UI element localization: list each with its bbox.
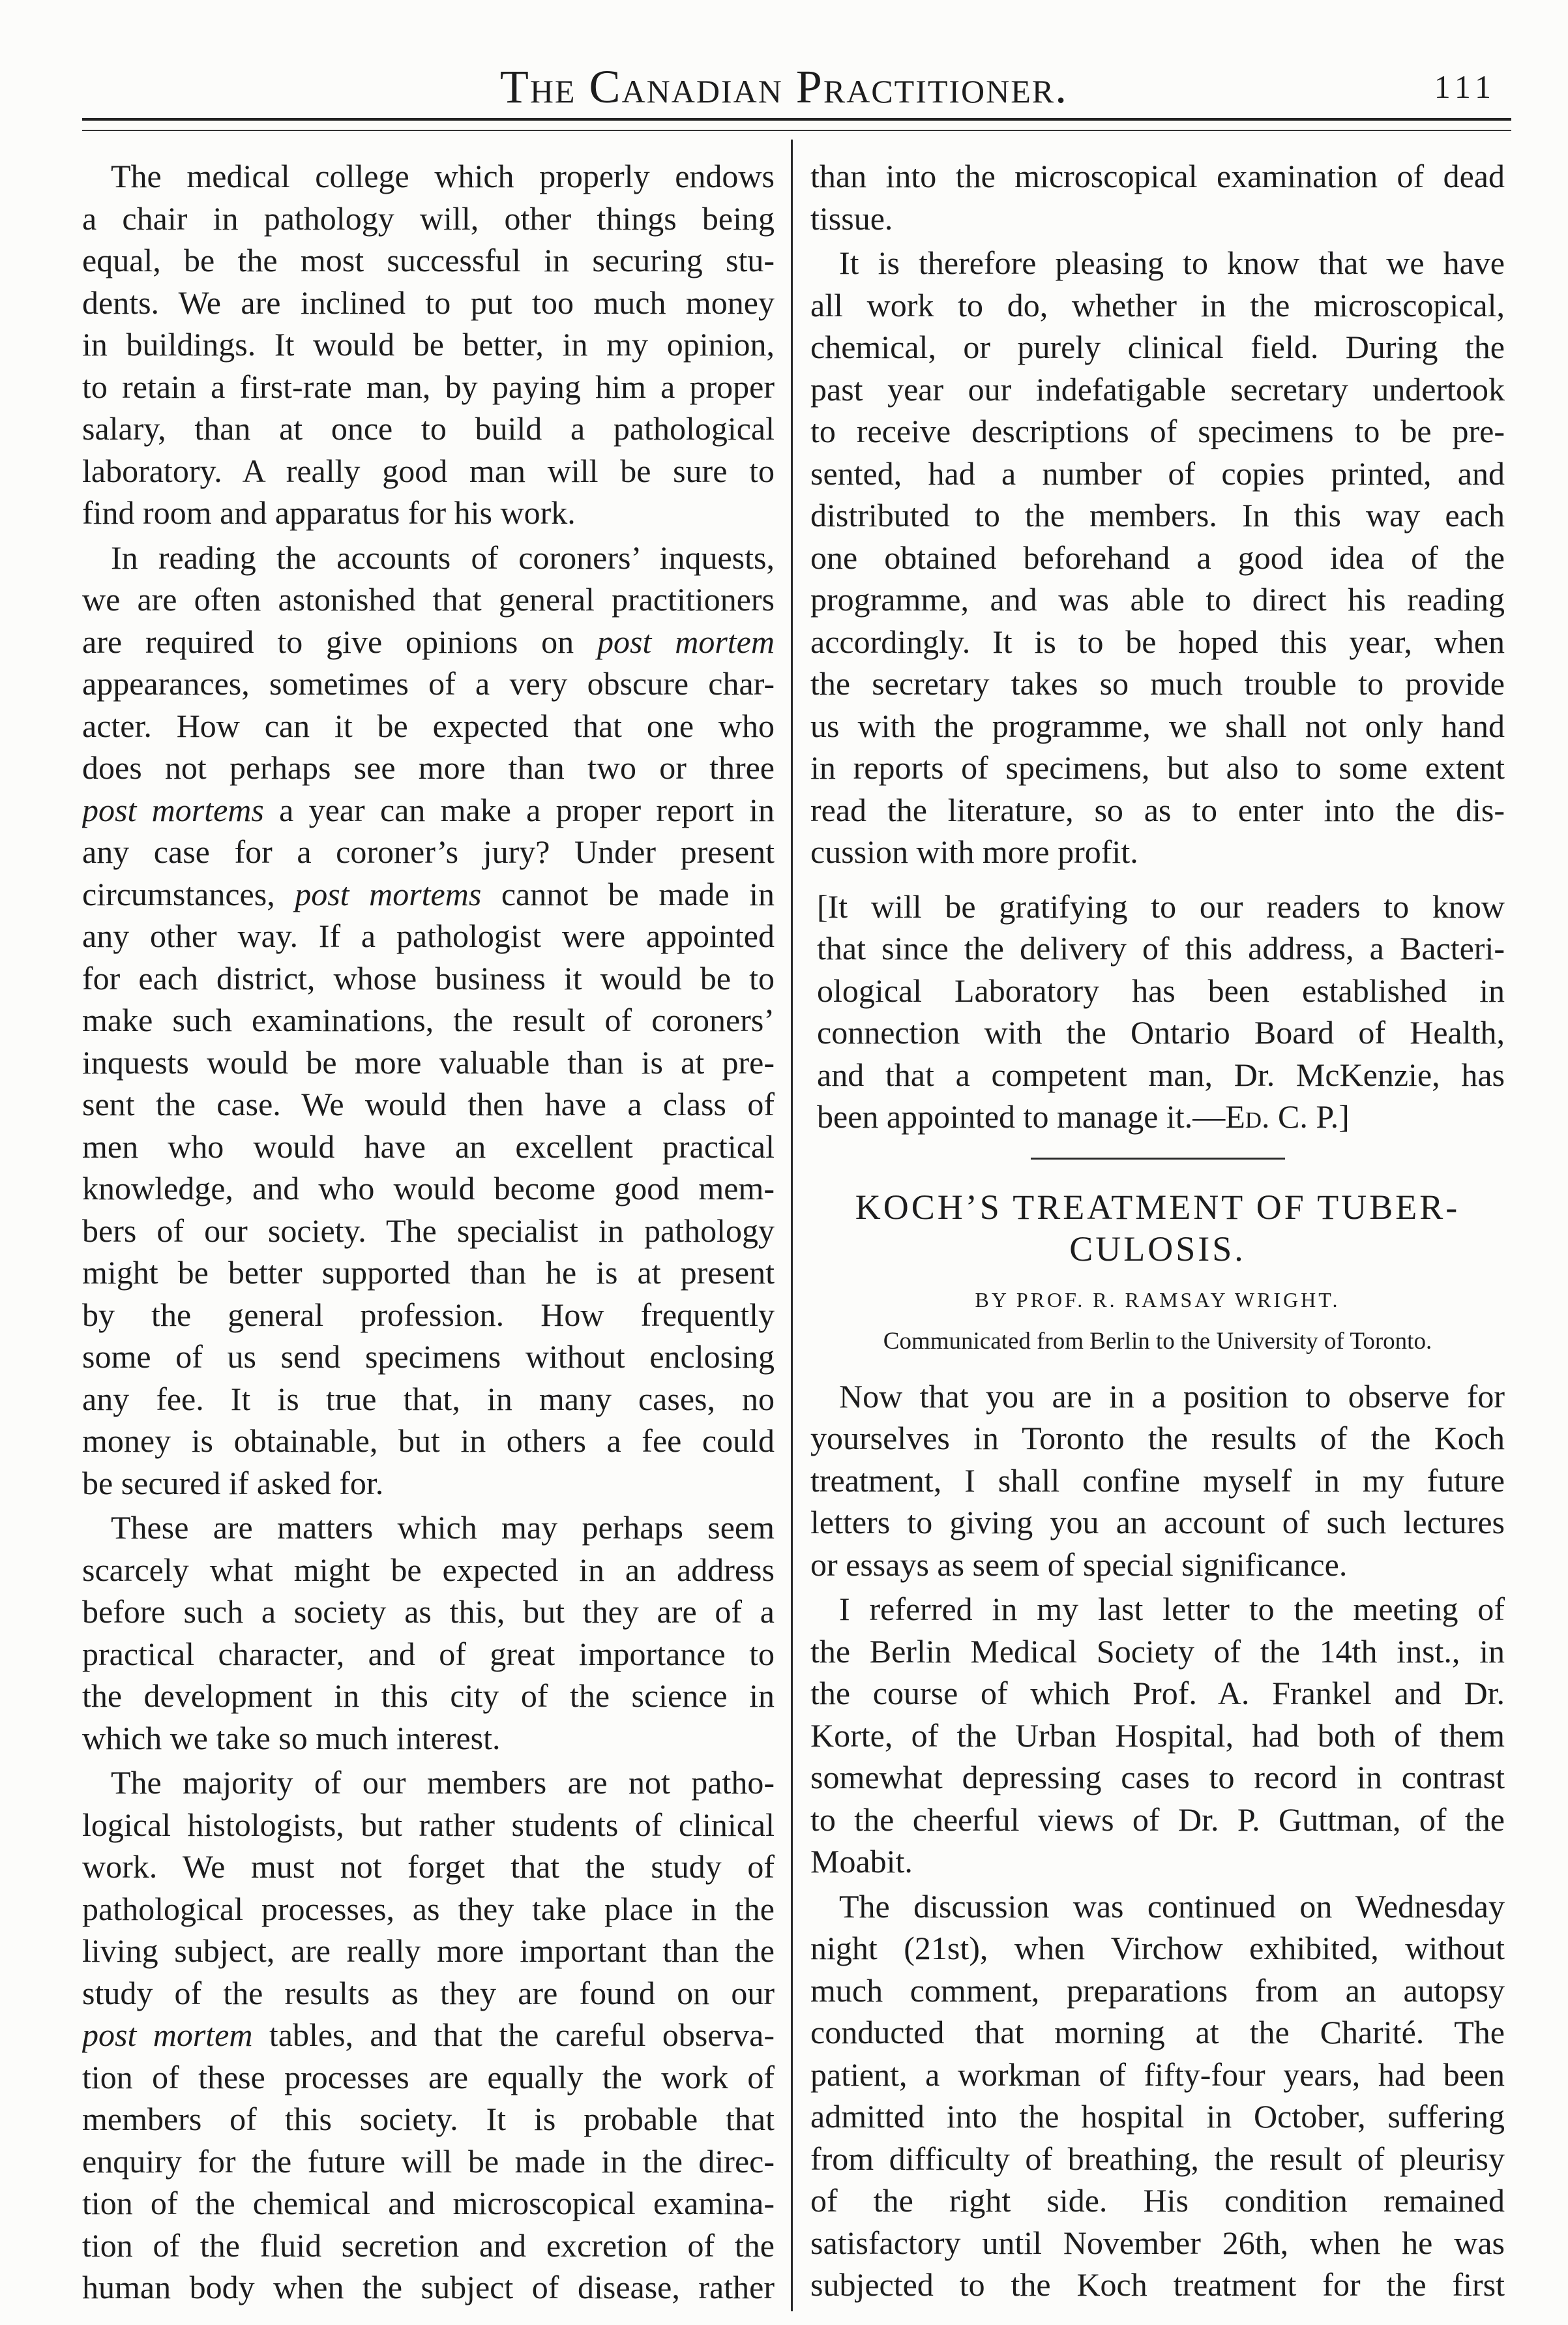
text-line: one obtained beforehand a good idea of the <box>810 539 1505 576</box>
text-line: sented, had a number of copies printed, and <box>810 455 1505 492</box>
header-rule-thick <box>82 118 1511 121</box>
text-line: somewhat depressing cases to record in contrast <box>810 1759 1505 1795</box>
address-continuation <box>810 155 1505 873</box>
article-title-line: CULOSIS. <box>1069 1229 1246 1268</box>
text-line: programme, and was able to direct his reading <box>810 581 1505 618</box>
text-line: any case for a coroner’s jury? Under present <box>82 833 775 870</box>
text-line: any other way. If a pathologist were appointed <box>82 918 775 954</box>
text-line: dents. We are inclined to put too much money <box>82 284 775 321</box>
text-line <box>82 873 775 916</box>
paragraph <box>810 1375 1505 1586</box>
text-line: in reports of specimens, but also to some extent <box>810 749 1505 786</box>
italic-run: post mortem <box>82 2017 253 2053</box>
text-line: tion of the chemical and microscopical examina- <box>82 2185 775 2221</box>
text-line: that since the delivery of this address, a Bacteri- <box>817 930 1505 967</box>
text-line: any fee. It is true that, in many cases, no <box>82 1380 775 1417</box>
text-line: treatment, I shall confine myself in my future <box>810 1462 1505 1499</box>
text-line: tissue. <box>810 200 893 237</box>
text-line: salary, than at once to build a pathological <box>82 410 775 447</box>
italic-run: post mortem <box>597 623 775 660</box>
left-column <box>82 153 775 2309</box>
text-line: to receive descriptions of specimens to be pre- <box>810 413 1505 449</box>
text-line: the Berlin Medical Society of the 14th inst., in <box>810 1632 1505 1670</box>
text-line: pathological processes, as they take place in the <box>82 1890 775 1927</box>
text-line: Moabit. <box>810 1843 913 1880</box>
text-line: some of us send specimens without enclosing <box>82 1338 775 1375</box>
text-run: tables, and that the careful observa- <box>252 2017 775 2053</box>
paragraph <box>817 886 1505 1138</box>
text-line: than into the microscopical examination of dead <box>810 158 1505 194</box>
text-line: members of this society. It is probable that <box>82 2101 775 2137</box>
text-line <box>82 621 775 663</box>
text-line: men who would have an excellent practical <box>82 1128 775 1165</box>
text-line: which we take so much interest. <box>82 1719 501 1756</box>
text-line: find room and apparatus for his work. <box>82 494 576 531</box>
text-line: or essays as seem of special significance. <box>810 1546 1348 1583</box>
text-line: much comment, preparations from an autopsy <box>810 1972 1505 2009</box>
text-line: sent the case. We would then have a class of <box>82 1086 775 1122</box>
text-line: equal, be the most successful in securing stu- <box>82 242 775 278</box>
paragraph <box>82 1762 775 2309</box>
paragraph <box>82 155 775 534</box>
section-divider <box>1031 1158 1285 1160</box>
text-line: knowledge, and who would become good mem- <box>82 1170 775 1207</box>
text-line: cussion with more profit. <box>810 833 1138 870</box>
text-line: The medical college which properly endows <box>111 158 775 194</box>
article-title <box>810 1186 1505 1270</box>
text-line: make such examinations, the result of coroners’ <box>82 1002 775 1038</box>
text-run: circumstances, <box>82 875 295 912</box>
text-line: work. We must not forget that the study of <box>82 1848 775 1885</box>
text-line: a chair in pathology will, other things being <box>82 200 775 237</box>
article-dateline: Communicated from Berlin to the University of Toronto. <box>883 1327 1432 1355</box>
text-line: human body when the subject of disease, rather <box>82 2269 775 2305</box>
text-line: past year our indefatigable secretary undertook <box>810 370 1505 408</box>
article-byline: BY PROF. R. RAMSAY WRIGHT. <box>975 1287 1340 1312</box>
text-line: of the right side. His condition remained <box>810 2182 1505 2219</box>
text-line: letters to giving you an account of such lectures <box>810 1504 1505 1540</box>
text-line: appearances, sometimes of a very obscure char- <box>82 665 775 702</box>
text-line: to the cheerful views of Dr. P. Guttman, of the <box>810 1801 1505 1838</box>
text-line: connection with the Ontario Board of Health, <box>817 1014 1505 1051</box>
text-line: distributed to the members. In this way each <box>810 497 1505 533</box>
text-run: cannot be made in <box>481 875 775 912</box>
text-line: Korte, of the Urban Hospital, had both of them <box>810 1717 1505 1754</box>
text-line: The discussion was continued on Wednesday <box>839 1887 1505 1925</box>
text-line <box>817 1096 1505 1138</box>
text-line: In reading the accounts of coroners’ inquests, <box>111 539 775 576</box>
text-line: acter. How can it be expected that one who <box>82 707 775 744</box>
text-run: been appointed to manage it.— <box>817 1098 1226 1135</box>
text-line: logical histologists, but rather students of clinical <box>82 1806 775 1843</box>
text-line: be secured if asked for. <box>82 1464 384 1501</box>
text-line: might be better supported than he is at present <box>82 1254 775 1291</box>
text-line: laboratory. A really good man will be sure to <box>82 452 775 489</box>
page-number: 111 <box>1434 68 1496 105</box>
text-line: satisfactory until November 26th, when he was <box>810 2224 1505 2261</box>
text-line: admitted into the hospital in October, suffering <box>810 2098 1505 2135</box>
text-line: for each district, whose business it would be to <box>82 959 775 997</box>
text-line: [It will be gratifying to our readers to know <box>817 888 1505 925</box>
paragraph <box>810 242 1505 873</box>
text-line: to retain a first-rate man, by paying him a proper <box>82 368 775 405</box>
article-body <box>810 1375 1505 2306</box>
italic-run: post mortems <box>295 875 482 912</box>
italic-run: post mortems <box>82 791 264 828</box>
text-line: Now that you are in a position to observe for <box>839 1377 1505 1415</box>
text-line: conducted that morning at the Charité. The <box>810 2014 1505 2050</box>
text-line: chemical, or purely clinical field. During the <box>810 329 1505 365</box>
text-line: all work to do, whether in the microscopical, <box>810 286 1505 323</box>
text-line <box>82 2014 775 2056</box>
text-line: patient, a workman of fifty-four years, had been <box>810 2056 1505 2093</box>
small-caps-run: Ed. C. P. <box>1225 1098 1339 1135</box>
text-line: by the general profession. How frequently <box>82 1296 775 1333</box>
text-line: scarcely what might be expected in an address <box>82 1551 775 1588</box>
text-line: enquiry for the future will be made in the direc- <box>82 2142 775 2180</box>
text-line: in buildings. It would be better, in my opinion, <box>82 326 775 363</box>
column-divider <box>791 140 793 2311</box>
text-line: and that a competent man, Dr. McKenzie, has <box>817 1056 1505 1093</box>
text-line: tion of the fluid secretion and excretion of the <box>82 2227 775 2264</box>
text-line: subjected to the Koch treatment for the first <box>810 2266 1505 2303</box>
text-line: the secretary takes so much trouble to provide <box>810 665 1505 702</box>
text-line: read the literature, so as to enter into the dis- <box>810 791 1505 828</box>
paragraph <box>810 155 1505 239</box>
paragraph <box>82 1507 775 1759</box>
text-line: ological Laboratory has been established in <box>817 972 1505 1009</box>
text-line: living subject, are really more important than the <box>82 1932 775 1969</box>
text-line: us with the programme, we shall not only hand <box>810 707 1505 744</box>
text-line: tion of these processes are equally the work of <box>82 2058 775 2095</box>
text-line: accordingly. It is to be hoped this year, when <box>810 623 1505 660</box>
text-line: bers of our society. The specialist in pathology <box>82 1212 775 1249</box>
article-title-line: KOCH’S TREATMENT OF TUBER- <box>855 1187 1460 1227</box>
text-line: study of the results as they are found on our <box>82 1974 775 2011</box>
text-line: we are often astonished that general practitioners <box>82 581 775 618</box>
text-line: before such a society as this, but they are of a <box>82 1593 775 1630</box>
editor-note <box>817 886 1505 1138</box>
text-line: the course of which Prof. A. Frankel and Dr. <box>810 1675 1505 1711</box>
text-line: yourselves in Toronto the results of the Koch <box>810 1420 1505 1456</box>
text-line: It is therefore pleasing to know that we have <box>839 245 1505 281</box>
text-line: the development in this city of the science in <box>82 1677 775 1714</box>
text-run: a year can make a proper report in <box>263 791 775 828</box>
text-run: ] <box>1339 1098 1350 1135</box>
text-line: does not perhaps see more than two or three <box>82 749 775 786</box>
left-column-text <box>82 155 775 2309</box>
paragraph <box>810 1588 1505 1883</box>
text-line: inquests would be more valuable than is at pre- <box>82 1043 775 1081</box>
right-column <box>810 153 1505 2306</box>
paragraph <box>810 1885 1505 2306</box>
running-head-title: The Canadian Practitioner. <box>499 61 1069 113</box>
text-line: practical character, and of great importance to <box>82 1635 775 1672</box>
header-rule-thin <box>82 130 1511 131</box>
text-line: from difficulty of breathing, the result of pleurisy <box>810 2140 1505 2177</box>
text-run: are required to give opinions on <box>82 623 598 660</box>
text-line: I referred in my last letter to the meeting of <box>839 1591 1505 1627</box>
paragraph <box>82 537 775 1505</box>
text-line: The majority of our members are not patho- <box>111 1764 775 1801</box>
text-line: These are matters which may perhaps seem <box>111 1509 775 1546</box>
text-line: night (21st), when Virchow exhibited, without <box>810 1930 1505 1966</box>
text-line: money is obtainable, but in others a fee could <box>82 1422 775 1459</box>
text-line <box>82 789 775 832</box>
